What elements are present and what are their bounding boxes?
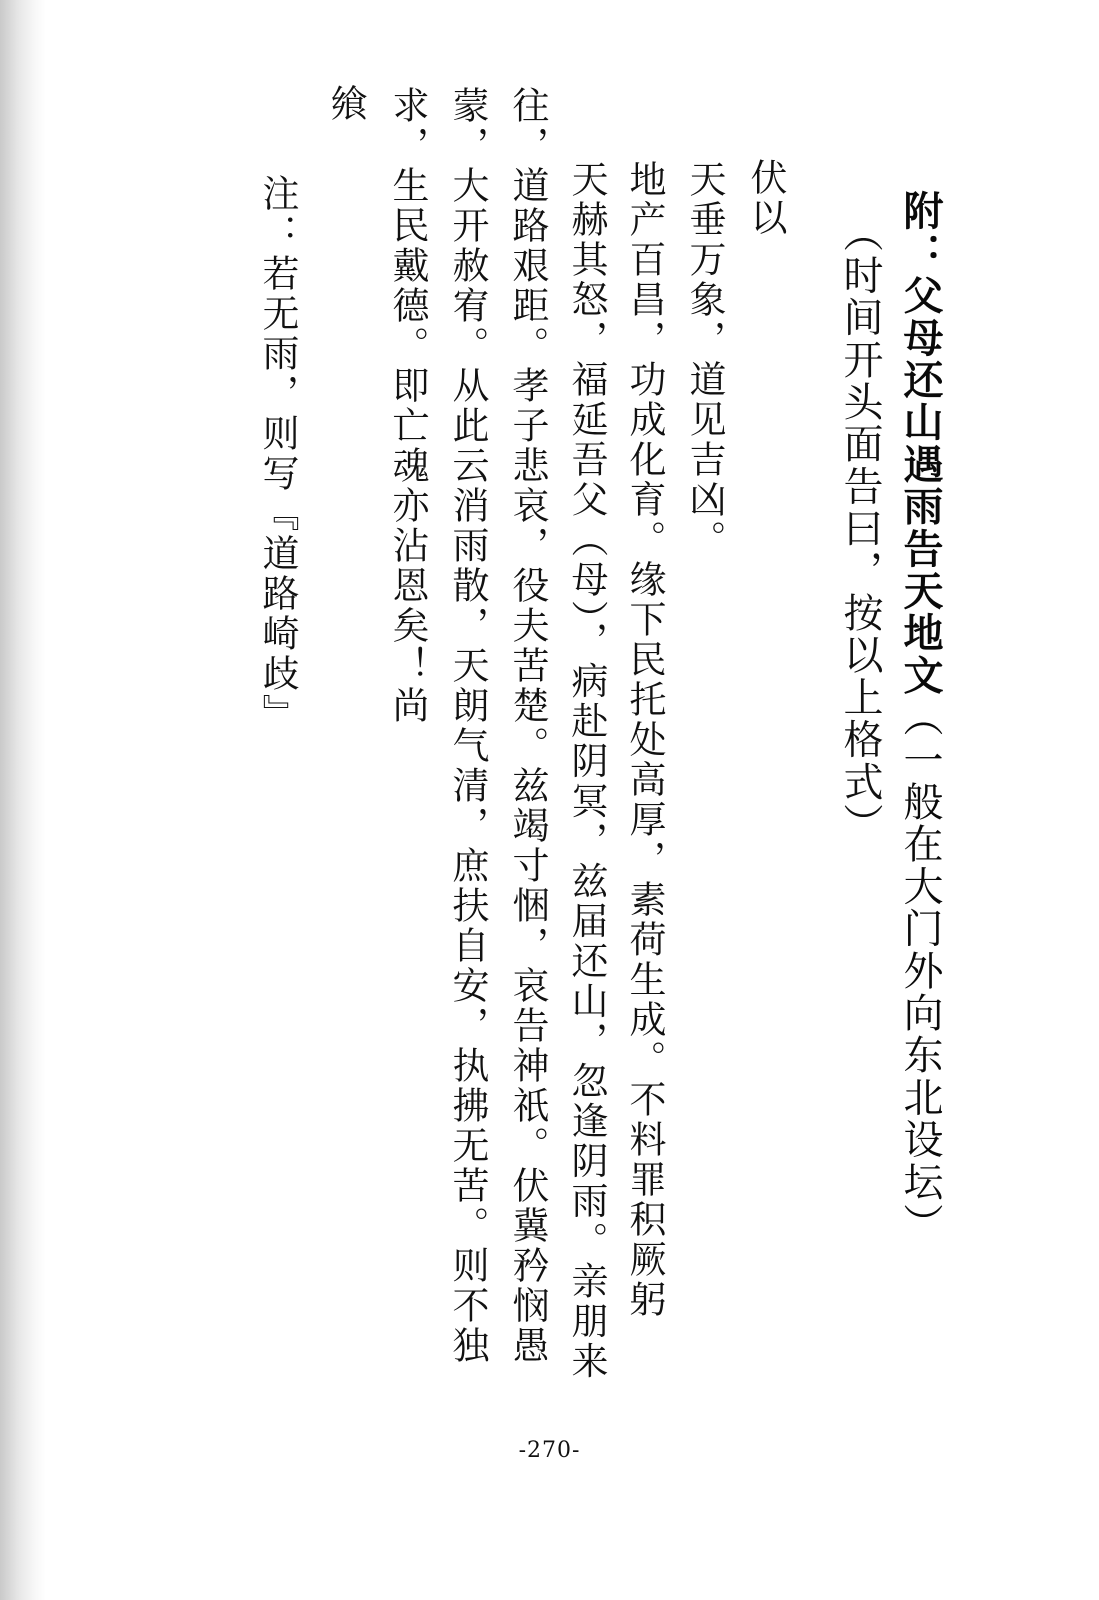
- text-column-8: 飨: [324, 84, 367, 124]
- text-column-4: 天赫其怒，福延吾父（母），病赴阴冥，兹届还山，忽逢阴雨。亲朋来: [565, 160, 608, 1382]
- document-title: [884, 190, 943, 1246]
- text-column-5: 往，道路艰距。孝子悲哀，役夫苦楚。兹竭寸悃，哀告神祇。伏冀矜悯愚: [506, 86, 549, 1366]
- text-column-3: 地产百昌，功成化育。缘下民托处高厚，素荷生成。不料罪积厥躬: [623, 160, 666, 1320]
- page-number: -270-: [518, 1438, 581, 1463]
- title-main: 父母还山遇雨告天地文: [897, 274, 943, 697]
- text-column-7: 求，生民戴德。即亡魂亦沾恩矣！尚: [386, 86, 429, 726]
- scanned-page-edge: [0, 0, 46, 1600]
- title-label: 附：: [897, 190, 943, 275]
- text-column-1: 伏以: [744, 158, 787, 238]
- text-column-6: 蒙，大开赦宥。从此云消雨散，天朗气清，庶扶自安，执拂无苦。则不独: [446, 86, 489, 1366]
- text-column-2: 天垂万象，道见吉凶。: [683, 160, 726, 560]
- title-qualifier: （一般在大门外向东北设坛）: [897, 696, 943, 1246]
- document-subtitle: （时间开头面告曰，按以上格式）: [837, 212, 883, 845]
- footnote: 注：若无雨，则写『道路崎歧』: [256, 174, 299, 734]
